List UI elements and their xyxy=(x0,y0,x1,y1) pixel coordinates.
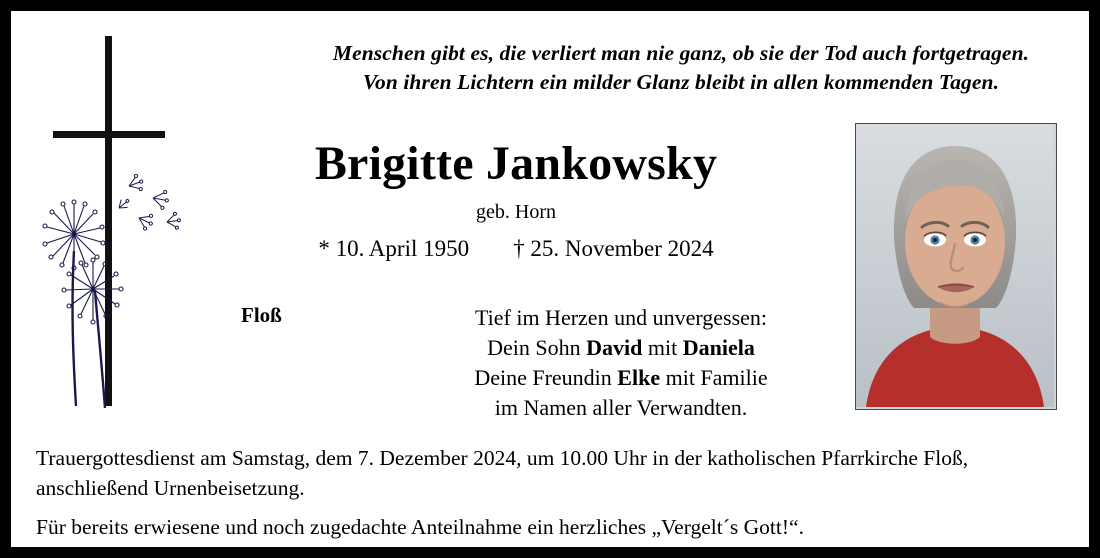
border-right xyxy=(1089,0,1100,558)
verse-line-1: Menschen gibt es, die verliert man nie ganz, ob sie der Tod auch fortgetragen. xyxy=(332,41,1030,65)
death-date: † 25. November 2024 xyxy=(513,236,714,261)
place-name: Floß xyxy=(241,303,282,327)
mourner-son-line xyxy=(411,333,831,363)
son-prefix: Dein Sohn xyxy=(487,335,587,360)
cross-and-dandelions-illustration xyxy=(21,36,211,436)
notice-inner xyxy=(11,11,1089,547)
mourner-relatives-line: im Namen aller Verwandten. xyxy=(494,395,748,420)
verse-line-2: Von ihren Lichtern ein milder Glanz bleibt in allen kommenden Tagen. xyxy=(362,70,1000,94)
service-line-1: Trauergottesdienst am Samstag, dem 7. Dezember 2024, um 10.00 Uhr in der katholischen Pfarrkirche Floß, xyxy=(36,446,969,470)
memorial-verse xyxy=(311,39,1051,97)
friend-name: Elke xyxy=(617,365,661,390)
maiden-name: geb. Horn xyxy=(476,201,556,223)
portrait-illustration xyxy=(856,124,1054,407)
friend-prefix: Deine Freundin xyxy=(474,365,618,390)
border-bottom xyxy=(0,547,1100,558)
life-dates xyxy=(206,236,826,262)
footer-spacer xyxy=(36,503,1066,512)
friend-suffix: mit Familie xyxy=(660,365,768,390)
mourner-friend-line xyxy=(411,363,831,393)
mourners-block xyxy=(411,303,831,423)
son-middle: mit xyxy=(642,335,683,360)
son-partner-name: Daniela xyxy=(682,335,755,360)
portrait-photo xyxy=(855,123,1057,410)
border-top xyxy=(0,0,1100,11)
service-line-2: anschließend Urnenbeisetzung. xyxy=(36,476,305,500)
son-name: David xyxy=(586,335,643,360)
thanks-line: Für bereits erwiesene und noch zugedachte Anteilnahme ein herzliches „Vergelt´s Gott!“. xyxy=(36,515,804,539)
mourners-intro: Tief im Herzen und unvergessen: xyxy=(474,305,768,330)
service-details xyxy=(36,443,1066,542)
deceased-name: Brigitte Jankowsky xyxy=(314,137,718,190)
birth-date: * 10. April 1950 xyxy=(318,236,470,261)
border-left xyxy=(0,0,11,558)
